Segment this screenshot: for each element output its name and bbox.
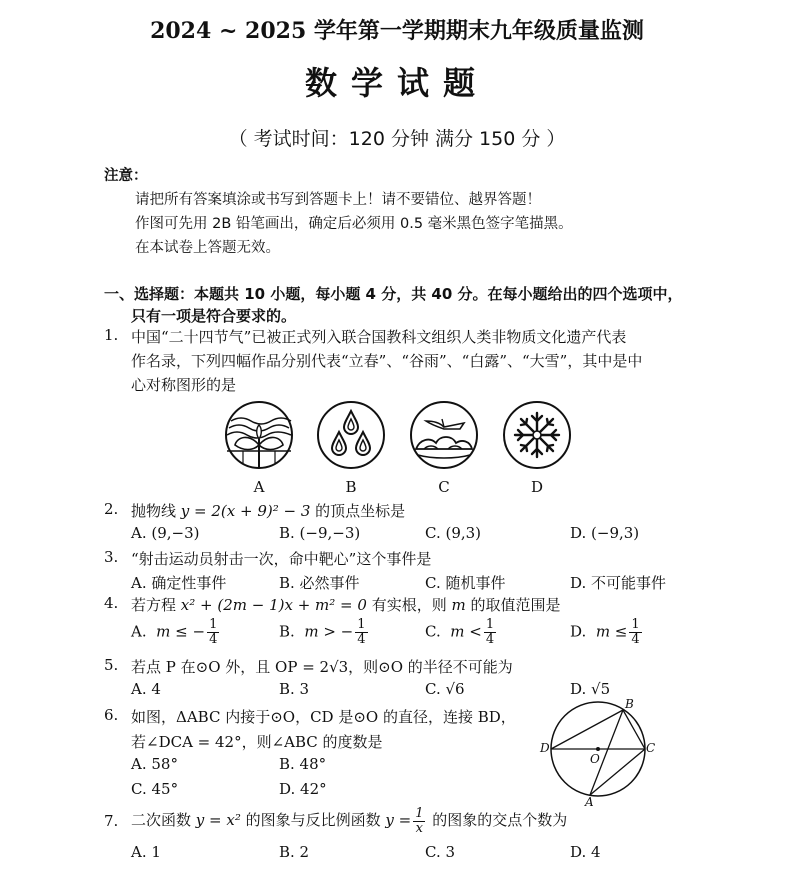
- option-d: D. 4: [570, 843, 601, 861]
- option-b: B. 48°: [279, 755, 327, 773]
- option-a: A. 4: [131, 680, 161, 698]
- section-heading-cont: 只有一项是符合要求的。: [131, 307, 297, 325]
- option-a: A. 58°: [131, 755, 178, 773]
- question-text: 中国“二十四节气”已被正式列入联合国教科文组织人类非物质文化遗产代表: [131, 328, 627, 346]
- question-number: 6.: [104, 706, 119, 724]
- option-d: D. 不可能事件: [570, 574, 667, 592]
- point-label-b: B: [625, 697, 634, 711]
- figure-label-d: D: [530, 478, 544, 496]
- figure-label-c: C: [438, 478, 450, 496]
- option-c: C. (9,3): [425, 524, 482, 542]
- option-a: A. 1: [131, 843, 161, 861]
- option-d: D. m ≤ $\frac{1}{4}$: [570, 617, 640, 647]
- option-a: A. (9,−3): [131, 524, 200, 542]
- question-number: 1.: [104, 326, 119, 344]
- option-b: B. (−9,−3): [279, 524, 361, 542]
- option-b: B. 3: [279, 680, 310, 698]
- point-label-d: D: [540, 741, 550, 755]
- question-text: 若方程 x² + (2m − 1)x + m² = 0 有实根，则 m 的取值范围是: [131, 596, 561, 614]
- figure-label-b: B: [345, 478, 357, 496]
- notice-item: 在本试卷上答题无效。: [135, 240, 280, 256]
- question-number: 7.: [104, 812, 119, 830]
- formula: y = 2(x + 9)² − 3: [180, 502, 311, 520]
- question-text: 二次函数 y = x² 的图象与反比例函数 y = $\frac{1}{x}$ 的图象的交点个数为: [131, 805, 568, 836]
- point-label-o: O: [590, 752, 600, 766]
- formula: x² + (2m − 1)x + m² = 0: [180, 596, 367, 614]
- option-c: C. 45°: [131, 780, 179, 798]
- question-text: 抛物线 y = 2(x + 9)² − 3 的顶点坐标是: [131, 502, 406, 520]
- option-d: D. 42°: [279, 780, 327, 798]
- option-c: C. 3: [425, 843, 456, 861]
- question-text: 若∠DCA = 42°，则∠ABC 的度数是: [131, 733, 383, 751]
- point-label-c: C: [646, 741, 656, 755]
- question-text: “射击运动员射击一次，命中靶心”这个事件是: [131, 550, 432, 568]
- option-c: C. m < $\frac{1}{4}$: [425, 617, 495, 647]
- figure-label-a: A: [253, 478, 265, 496]
- option-b: B. 必然事件: [279, 574, 360, 592]
- figure-a-lichun: [223, 399, 295, 471]
- option-c: C. 随机事件: [425, 574, 506, 592]
- question-number: 4.: [104, 594, 119, 612]
- question-number: 5.: [104, 656, 119, 674]
- option-d: D. √5: [570, 680, 611, 698]
- option-c: C. √6: [425, 680, 465, 698]
- option-a: A. m ≤ − $\frac{1}{4}$: [131, 617, 218, 647]
- subject-title: 数学试题: [304, 64, 489, 102]
- option-a: A. 确定性事件: [131, 574, 227, 592]
- option-d: D. (−9,3): [570, 524, 640, 542]
- section-heading: 一、选择题：本题共 10 小题，每小题 4 分，共 40 分。在每小题给出的四个选项中，: [104, 285, 683, 303]
- notice-item: 请把所有答案填涂或书写到答题卡上！请不要错位、越界答题！: [135, 192, 541, 208]
- figure-d-daxue: [501, 399, 573, 471]
- option-b: B. 2: [279, 843, 310, 861]
- question-text: 作名录，下列四幅作品分别代表“立春”、“谷雨”、“白露”、“大雪”，其中是中: [131, 352, 643, 370]
- point-label-a: A: [585, 795, 594, 809]
- figure-c-bailu: [408, 399, 480, 471]
- notice-label: 注意：: [104, 168, 148, 184]
- exam-title: 2024 ~ 2025 学年第一学期期末九年级质量监测: [150, 18, 644, 44]
- question-text: 如图，ΔABC 内接于⊙O，CD 是⊙O 的直径，连接 BD，: [131, 708, 516, 726]
- exam-time-info: （ 考试时间：120 分钟 满分 150 分 ）: [228, 128, 566, 150]
- formula: y = x²: [195, 811, 241, 829]
- question-text: 若点 P 在⊙O 外，且 OP = 2√3，则⊙O 的半径不可能为: [131, 658, 513, 676]
- question-number: 2.: [104, 500, 119, 518]
- notice-item: 作图可先用 2B 铅笔画出，确定后必须用 0.5 毫米黑色签字笔描黑。: [135, 216, 573, 232]
- figure-b-guyu: [315, 399, 387, 471]
- question-number: 3.: [104, 548, 119, 566]
- question-text: 心对称图形的是: [131, 376, 237, 394]
- option-b: B. m > − $\frac{1}{4}$: [279, 617, 366, 647]
- circle-geometry-figure: [538, 697, 662, 809]
